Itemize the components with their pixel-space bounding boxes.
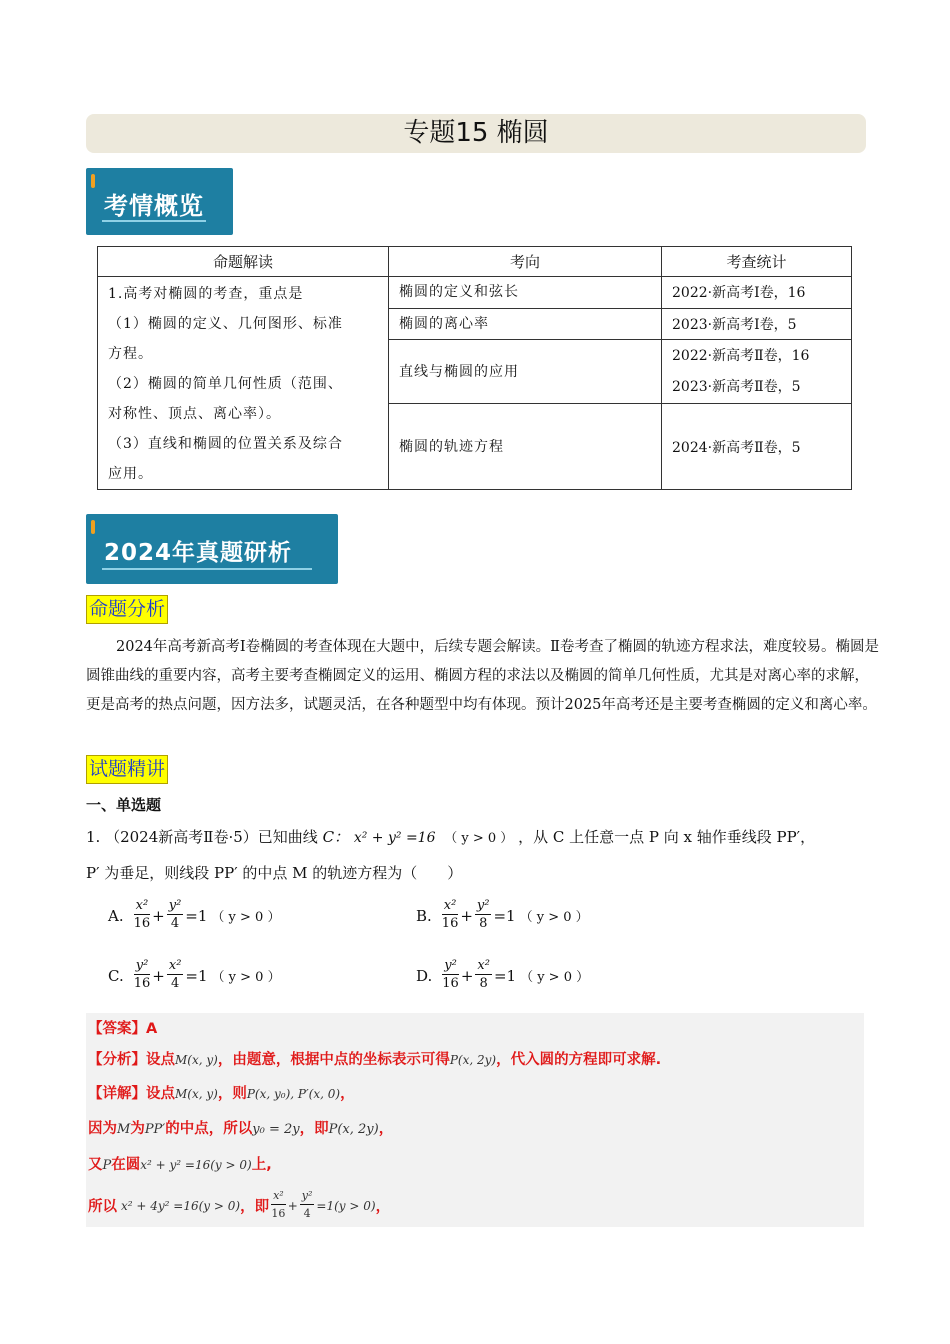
page-title: 专题15 椭圆 [86, 114, 866, 153]
text: ，即 [299, 1121, 329, 1137]
answer-label: 【答案】A [88, 1021, 158, 1037]
stat-cell: 2022·新高考Ⅰ卷，16 [662, 277, 852, 309]
text: 为 [130, 1121, 145, 1137]
interp-line: 方程。 [108, 346, 153, 362]
interp-line: （3）直线和椭圆的位置关系及综合 [108, 436, 343, 452]
section-heading: 一、单选题 [86, 796, 162, 814]
interp-line: （2）椭圆的简单几何性质（范围、 [108, 376, 343, 392]
text: ， [375, 1199, 391, 1215]
overview-banner [86, 168, 233, 235]
text: 又 [88, 1157, 103, 1173]
question-curve: C： [322, 828, 350, 846]
math-expr: P(x, 2y) [449, 1053, 497, 1067]
direction-cell: 椭圆的轨迹方程 [389, 404, 662, 490]
option-condition: （ y > 0 ） [520, 970, 590, 985]
option-eq: =1 [493, 906, 516, 925]
interp-line: （1）椭圆的定义、几何图形、标准 [108, 316, 343, 332]
banner-underline [102, 568, 312, 570]
banner-tag-icon [91, 520, 95, 534]
question-rest: P′ 为垂足，则线段 PP′ 的中点 M 的轨迹方程为（ ） [86, 864, 463, 882]
fraction: $\frac{\text{y²}}{8}$ [476, 898, 490, 931]
plus-sign: + [287, 1198, 298, 1213]
stat-cell: 2024·新高考Ⅱ卷，5 [662, 404, 852, 490]
analysis-label: 命题分析 [86, 595, 168, 624]
question-number: 1. [86, 828, 101, 846]
table-header: 考向 [389, 247, 662, 277]
question-equation: x² + y² =16 [353, 830, 436, 846]
math-expr: P [102, 1158, 112, 1173]
stat-cell: 2023·新高考Ⅰ卷，5 [662, 308, 852, 340]
option-eq: =1 [185, 966, 208, 985]
option-condition: （ y > 0 ） [211, 910, 281, 925]
question-line-1 [86, 826, 815, 847]
question-condition: （ y > 0 ） [444, 831, 514, 846]
stat-line: 2023·新高考Ⅱ卷，5 [672, 378, 801, 395]
math-expr: P(x, y₀), P′(x, 0) [246, 1087, 341, 1101]
option-condition: （ y > 0 ） [519, 910, 589, 925]
analysis-paragraph [86, 633, 881, 720]
text: ， [378, 1121, 394, 1137]
analysis-line [88, 1048, 661, 1069]
detail-end: ， [340, 1086, 355, 1102]
fraction: $\frac{\text{y²}}{4}$ [168, 898, 182, 931]
question-rest: ，从 C 上任意一点 P 向 x 轴作垂线段 PP′， [518, 828, 816, 846]
option-eq: =1 [185, 906, 208, 925]
text: ，即 [240, 1199, 270, 1215]
lecture-label: 试题精讲 [86, 755, 168, 784]
detail-line [88, 1082, 355, 1103]
math-expr: PP′ [144, 1122, 166, 1137]
math-expr: =1(y > 0) [316, 1198, 376, 1213]
math-expr: P(x, 2y) [328, 1122, 379, 1137]
detail-line [88, 1188, 390, 1223]
option-a[interactable]: A. $\frac{\text{x²}}{16}$ + $\frac{\text{y²}}{4}$ =1 （ y > 0 ） [108, 898, 281, 931]
stat-cell [662, 340, 852, 404]
math-expr: x² + 4y² =16(y > 0) [121, 1198, 241, 1213]
overview-banner-label: 考情概览 [104, 192, 204, 220]
fraction: $\frac{\text{x²}}{4}$ [168, 958, 182, 991]
research-banner-label: 2024年真题研析 [104, 540, 293, 566]
detail-label: 【详解】设点 [88, 1086, 175, 1102]
interpretation-cell [98, 277, 389, 490]
analysis-label-text: 【分析】设点 [88, 1052, 175, 1068]
analysis-text: 2024年高考新高考Ⅰ卷椭圆的考查体现在大题中，后续专题会解读。Ⅱ卷考查了椭圆的轨迹方程求法，难度较易。椭圆是圆锥曲线的重要内容，高考主要考查椭圆定义的运用、椭圆方程的求法以及椭圆的简单几何性质，尤其是对离心率的求解，更是高考的热点问题，因方法多，试题灵活，在各种题型中均有体现。预计2025年高考还是主要考查椭圆的定义和离心率。 [86, 639, 879, 713]
detail-line [88, 1153, 272, 1174]
text: 所以 [88, 1199, 117, 1215]
answer-line [88, 1017, 157, 1038]
math-expr: x² + y² =16(y > 0) [140, 1158, 252, 1172]
analysis-end: ，代入圆的方程即可求解. [496, 1052, 662, 1068]
overview-table [97, 246, 852, 490]
table-header: 考查统计 [662, 247, 852, 277]
math-expr: M(x, y) [175, 1053, 218, 1067]
interp-line: 1.高考对椭圆的考查，重点是 [108, 286, 304, 302]
banner-underline [102, 220, 206, 222]
option-c[interactable]: C. $\frac{\text{y²}}{16}$ + $\frac{\text{x²}}{4}$ =1 （ y > 0 ） [108, 958, 281, 991]
math-expr: y₀ = 2y [252, 1122, 300, 1137]
fraction: $\frac{\text{y²}}{4}$ [301, 1189, 313, 1220]
table-header: 命题解读 [98, 247, 389, 277]
research-banner [86, 514, 338, 584]
text: 在圆 [111, 1157, 141, 1173]
stat-line: 2022·新高考Ⅱ卷，16 [672, 347, 810, 364]
banner-tag-icon [91, 174, 95, 188]
option-label: A. [108, 906, 124, 925]
option-condition: （ y > 0 ） [211, 970, 281, 985]
interp-line: 应用。 [108, 466, 153, 482]
question-source: （2024新高考Ⅱ卷·5）已知曲线 [105, 828, 318, 846]
option-eq: =1 [493, 966, 517, 985]
direction-cell: 椭圆的离心率 [389, 308, 662, 340]
fraction: $\frac{\text{x²}}{16}$ [133, 898, 151, 931]
text: 上, [251, 1157, 272, 1173]
text: 因为 [88, 1121, 117, 1137]
math-expr: M(x, y) [175, 1087, 218, 1101]
fraction: $\frac{\text{x²}}{8}$ [477, 958, 490, 991]
option-label: B. [416, 906, 432, 925]
fraction: $\frac{\text{y²}}{16}$ [133, 958, 151, 991]
fraction: $\frac{\text{x²}}{16}$ [271, 1189, 286, 1220]
direction-cell: 椭圆的定义和弦长 [389, 277, 662, 309]
analysis-mid: ，由题意，根据中点的坐标表示可得 [217, 1052, 450, 1068]
direction-cell: 直线与椭圆的应用 [389, 340, 662, 404]
detail-mid: ，则 [217, 1086, 247, 1102]
question-line-2 [86, 862, 462, 883]
option-d[interactable]: D. $\frac{\text{y²}}{16}$ + $\frac{\text{x²}}{8}$ =1 （ y > 0 ） [416, 958, 590, 991]
detail-line [88, 1117, 393, 1138]
option-b[interactable]: B. $\frac{\text{x²}}{16}$ + $\frac{\text{y²}}{8}$ =1 （ y > 0 ） [416, 898, 589, 931]
interp-line: 对称性、顶点、离心率）。 [108, 406, 281, 422]
fraction: $\frac{\text{x²}}{16}$ [441, 898, 459, 931]
text: 的中点，所以 [165, 1121, 253, 1137]
math-expr: M [117, 1122, 131, 1137]
fraction: $\frac{\text{y²}}{16}$ [442, 958, 459, 991]
option-label: C. [108, 966, 124, 985]
option-label: D. [416, 966, 433, 985]
